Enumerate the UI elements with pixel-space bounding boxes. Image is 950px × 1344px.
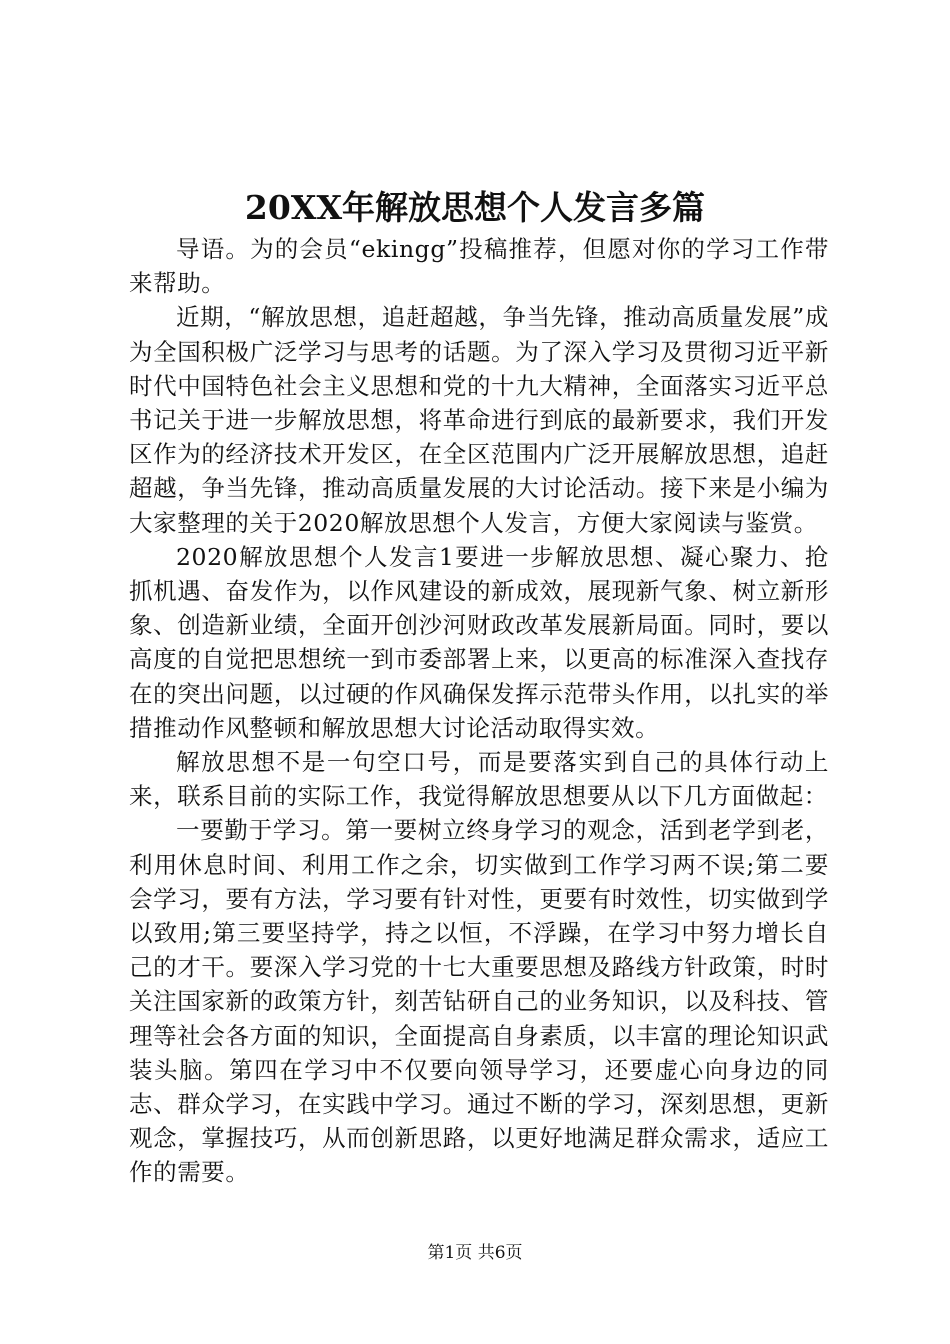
paragraph-emancipation: 解放思想不是一句空口号，而是要落实到自己的具体行动上来，联系目前的实际工作，我觉得解放思想要从以下几方面做起： — [129, 748, 829, 811]
document-title: 20XX年解放思想个人发言多篇 — [244, 188, 706, 227]
paragraph-speech-1: 2020解放思想个人发言1要进一步解放思想、凝心聚力、抢抓机遇、奋发作为，以作风建设的新成效，展现新气象、树立新形象、创造新业绩，全面开创沙河财政改革发展新局面。同时，要以高度的自觉把思想统一到市委部署上来，以更高的标准深入查找存在的突出问题，以过硬的作风确保发挥示范带头作用，以扎实的举措推动作风整顿和解放思想大讨论活动取得实效。 — [129, 542, 829, 742]
page-footer: 第1页 共6页 — [427, 1243, 523, 1263]
paragraph-intro: 导语。为的会员“ekingg”投稿推荐，但愿对你的学习工作带来帮助。 — [129, 235, 829, 298]
paragraph-background: 近期，“解放思想，追赶超越，争当先锋，推动高质量发展”成为全国积极广泛学习与思考的话题。为了深入学习及贯彻习近平新时代中国特色社会主义思想和党的十九大精神，全面落实习近平总书记关于进一步解放思想，将革命进行到底的最新要求，我们开发区作为的经济技术开发区，在全区范围内广泛开展解放思想，追赶超越，争当先锋，推动高质量发展的大讨论活动。接下来是小编为大家整理的关于2020解放思想个人发言，方便大家阅读与鉴赏。 — [129, 303, 829, 537]
document-body — [129, 232, 829, 1190]
paragraph-study: 一要勤于学习。第一要树立终身学习的观念，活到老学到老，利用休息时间、利用工作之余，切实做到工作学习两不误;第二要会学习，要有方法，学习要有针对性，更要有时效性，切实做到学以致用;第三要坚持学，持之以恒，不浮躁，在学习中努力增长自己的才干。要深入学习党的十七大重要思想及路线方针政策，时时关注国家新的政策方针，刻苦钻研自己的业务知识，以及科技、管理等社会各方面的知识，全面提高自身素质，以丰富的理论知识武装头脑。第四在学习中不仅要向领导学习，还要虚心向身边的同志、群众学习，在实践中学习。通过不断的学习，深刻思想，更新观念，掌握技巧，从而创新思路，以更好地满足群众需求，适应工作的需要。 — [129, 816, 829, 1187]
